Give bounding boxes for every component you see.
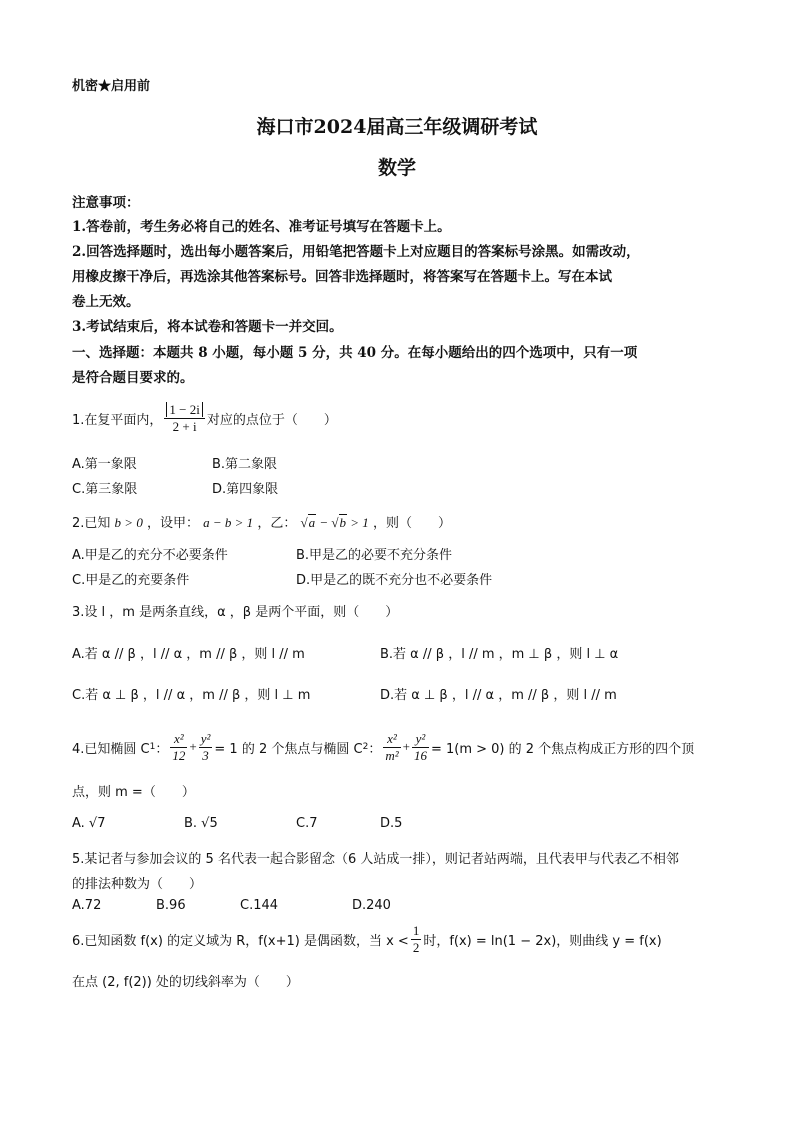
- question-6-frac-num: 1: [412, 922, 420, 938]
- question-3-option-c: C.若 α ⊥ β ，l // α ，m // β ，则 l ⊥ m: [72, 688, 311, 703]
- question-4-frac-2-num: y²: [200, 730, 211, 746]
- question-6-stem: [72, 917, 662, 961]
- question-1-fraction: [164, 402, 204, 435]
- question-1-prefix: 1.在复平面内，: [72, 412, 163, 428]
- question-4-sub-1: 1: [149, 742, 156, 752]
- question-2-minus: −: [316, 515, 332, 530]
- question-1-numerator: 1 − 2i: [166, 402, 202, 417]
- question-4-sub-2: 2: [362, 742, 369, 752]
- question-3-option-b: B.若 α // β ，l // m ，m ⊥ β ，则 l ⊥ α: [380, 647, 619, 662]
- question-2-option-b: B.甲是乙的必要不充分条件: [296, 548, 453, 563]
- question-1-stem: [72, 396, 337, 440]
- question-2-sqrt-a: a: [308, 515, 316, 530]
- question-4-part-5: = 1(m > 0) 的 2 个焦点构成正方形的四个顶: [430, 741, 695, 757]
- question-1-suffix: 对应的点位于（ ）: [206, 412, 337, 428]
- question-1-option-b: B.第二象限: [212, 457, 278, 472]
- question-5-line-1: 5.某记者与参加会议的 5 名代表一起合影留念（6 人站成一排），则记者站两端，且代表甲与代表乙不相邻: [72, 852, 679, 867]
- question-4-line-2: 点，则 m =（ ）: [72, 785, 195, 800]
- question-6-part-2: 时，f(x) = ln(1 − 2x)，则曲线 y = f(x): [423, 933, 662, 949]
- question-2-stem: 2.已知 b > 0 ，设甲： a − b > 1 ，乙： √a − √b > 1 ，则（ ）: [72, 515, 451, 531]
- question-2-part-3: ，设甲：: [146, 516, 199, 531]
- question-2-option-c: C.甲是乙的充要条件: [72, 573, 190, 588]
- question-2-option-d: D.甲是乙的既不充分也不必要条件: [296, 573, 493, 588]
- question-2-jia: a − b > 1: [203, 515, 254, 530]
- question-4-frac-1-den: 12: [172, 747, 186, 763]
- confidential-label: 机密★启用前: [72, 79, 151, 94]
- question-3-option-a: A.若 α // β ，l // α ，m // β ，则 l // m: [72, 647, 305, 662]
- note-2-line-3: 卷上无效。: [72, 294, 140, 310]
- question-6-part-1: 6.已知函数 f(x) 的定义域为 R，f(x+1) 是偶函数，当 x <: [72, 933, 409, 949]
- question-6-frac-den: 2: [412, 939, 420, 955]
- question-6-line-2: 在点 (2, f(2)) 处的切线斜率为（ ）: [72, 975, 299, 990]
- question-5-option-a: A.72: [72, 898, 102, 913]
- question-4-option-c: C.7: [296, 816, 318, 831]
- question-4-part-4: ：: [368, 741, 382, 757]
- question-4-plus-2: +: [402, 739, 410, 754]
- note-1: 1.答卷前，考生务必将自己的姓名、准考证号填写在答题卡上。: [72, 219, 451, 235]
- question-2-option-a: A.甲是乙的充分不必要条件: [72, 548, 228, 563]
- question-2-part-8: ，则（ ）: [372, 516, 451, 531]
- page-title: 海口市2024届高三年级调研考试: [256, 116, 538, 138]
- question-4-frac-4-num: y²: [412, 731, 429, 748]
- question-4-frac-1-num: x²: [170, 731, 187, 748]
- question-2-part-5: ，乙：: [257, 516, 297, 531]
- question-2-condition: b > 0: [114, 515, 143, 530]
- question-4-part-2: ：: [155, 741, 169, 757]
- question-4-frac-2-den: 3: [202, 747, 209, 763]
- note-3: 3.考试结束后，将本试卷和答题卡一并交回。: [72, 319, 343, 335]
- question-4-plus-1: +: [189, 739, 197, 754]
- question-5-option-b: B.96: [156, 898, 186, 913]
- subject-title: 数学: [377, 157, 416, 179]
- section-heading-line-1: 一、选择题：本题共 8 小题，每小题 5 分，共 40 分。在每小题给出的四个选项中，只有一项: [72, 345, 638, 361]
- question-3-stem: 3.设 l ，m 是两条直线，α ，β 是两个平面，则（ ）: [72, 605, 399, 620]
- question-1-option-c: C.第三象限: [72, 482, 138, 497]
- question-4-part-3: = 1 的 2 个焦点与椭圆 C: [214, 741, 363, 757]
- notes-heading: 注意事项：: [72, 195, 140, 211]
- question-5-option-d: D.240: [352, 898, 391, 913]
- question-4-part-1: 4.已知椭圆 C: [72, 741, 150, 757]
- question-5-line-2: 的排法种数为（ ）: [72, 877, 203, 892]
- question-4-stem: [72, 725, 694, 769]
- question-4-option-d: D.5: [380, 816, 403, 831]
- question-1-denominator: 2 + i: [172, 418, 197, 434]
- question-4-option-b: B. √5: [184, 816, 218, 831]
- question-2-gt-one: > 1: [347, 515, 369, 530]
- question-4-frac-3-num: x²: [383, 731, 400, 748]
- question-5-option-c: C.144: [240, 898, 279, 913]
- question-2-part-1: 2.已知: [72, 516, 111, 531]
- question-4-option-a: A. √7: [72, 816, 106, 831]
- question-4-frac-3-den: m²: [385, 747, 399, 763]
- note-2-line-2: 用橡皮擦干净后，再选涂其他答案标号。回答非选择题时，将答案写在答题卡上。写在本试: [72, 269, 612, 285]
- section-heading-line-2: 是符合题目要求的。: [72, 370, 194, 386]
- question-4-frac-4-den: 16: [413, 747, 427, 763]
- question-1-option-d: D.第四象限: [212, 482, 279, 497]
- question-2-sqrt-b: b: [339, 515, 347, 530]
- note-2-line-1: 2.回答选择题时，选出每小题答案后，用铅笔把答题卡上对应题目的答案标号涂黑。如需改动，: [72, 244, 640, 260]
- question-1-option-a: A.第一象限: [72, 457, 137, 472]
- question-3-option-d: D.若 α ⊥ β ，l // α ，m // β ，则 l // m: [380, 688, 617, 703]
